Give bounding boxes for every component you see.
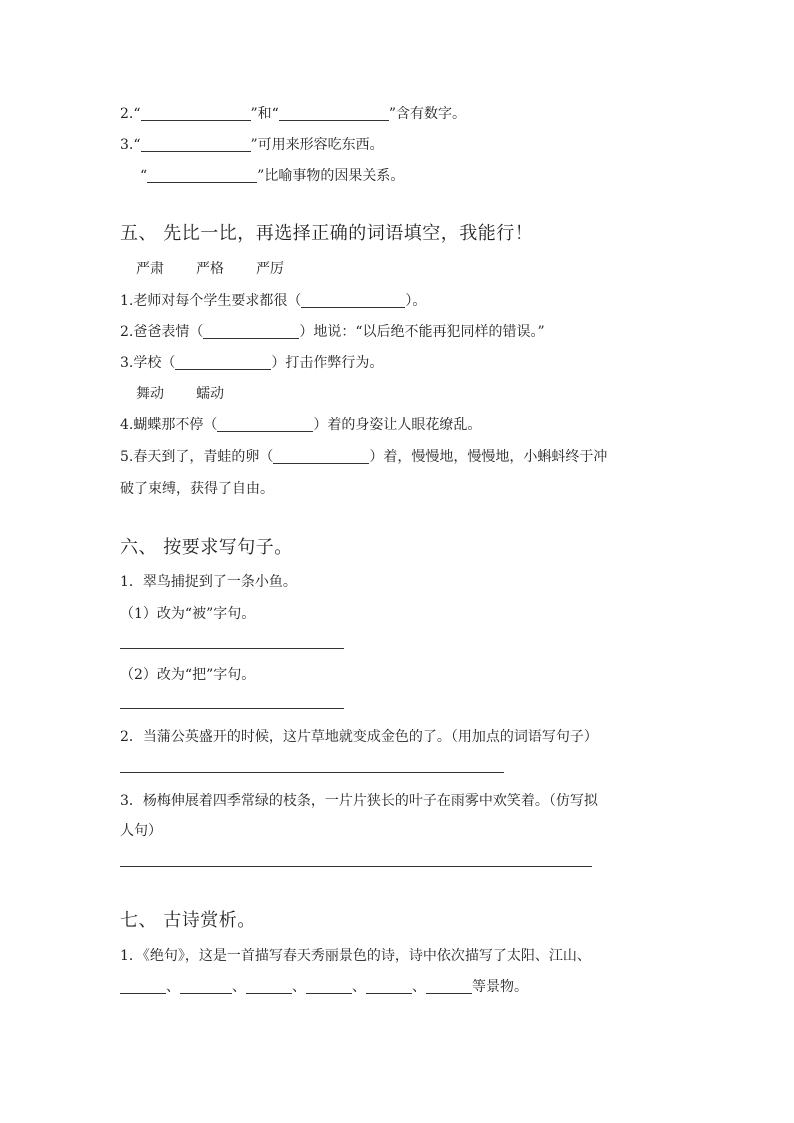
s6-question-1-part-2: （2）改为“把”字句。 [120, 667, 256, 683]
s4-question-3: 3.“ ”可用来形容吃东西。 [120, 137, 384, 153]
blank-field[interactable] [147, 168, 257, 183]
s4-question-2: 2.“ ”和“ ”含有数字。 [120, 106, 467, 122]
s6-question-1-part-1: （1）改为“被”字句。 [120, 606, 256, 622]
section-6-title: 六、 按要求写句子。 [120, 537, 293, 558]
answer-line[interactable] [120, 772, 504, 773]
word-choice-group-2: 舞动 蠕动 [136, 386, 224, 402]
s6-question-3: 3．杨梅伸展着四季常绿的枝条，一片片狭长的叶子在雨雾中欢笑着。（仿写拟 [120, 793, 598, 809]
s5-question-4: 4.蝴蝶那不停（ ）着的身姿让人眼花缭乱。 [120, 417, 482, 433]
answer-line[interactable] [120, 866, 592, 867]
blank-field[interactable] [279, 106, 389, 121]
s5-question-5-continued: 破了束缚，获得了自由。 [120, 481, 274, 497]
s6-question-2: 2．当蒲公英盛开的时候，这片草地就变成金色的了。（用加点的词语写句子） [120, 729, 598, 745]
s5-question-5: 5.春天到了，青蛙的卵（ ）着，慢慢地，慢慢地，小蝌蚪终于冲 [120, 449, 608, 465]
blank-field[interactable] [306, 979, 352, 994]
answer-line[interactable] [120, 648, 344, 649]
blank-field[interactable] [246, 979, 292, 994]
s5-question-3: 3.学校（ ）打击作弊行为。 [120, 355, 384, 371]
blank-field[interactable] [366, 979, 412, 994]
s5-question-2: 2.爸爸表情（ ）地说：“以后绝不能再犯同样的错误。” [120, 324, 545, 340]
s4-question-3-continued: “ ”比喻事物的因果关系。 [140, 168, 405, 184]
blank-field[interactable] [273, 449, 369, 464]
section-5-title: 五、 先比一比，再选择正确的词语填空，我能行！ [120, 223, 534, 244]
answer-line[interactable] [120, 708, 344, 709]
blank-field[interactable] [426, 979, 472, 994]
blank-field[interactable] [301, 293, 405, 308]
blank-field[interactable] [141, 137, 251, 152]
blank-field[interactable] [175, 355, 271, 370]
blank-field[interactable] [203, 324, 299, 339]
blank-field[interactable] [120, 979, 166, 994]
blank-field[interactable] [141, 106, 251, 121]
blank-field[interactable] [217, 417, 313, 432]
s6-question-3-continued: 人句） [120, 823, 162, 839]
s5-question-1: 1.老师对每个学生要求都很（ ）。 [120, 293, 427, 309]
section-7-title: 七、 古诗赏析。 [120, 910, 256, 931]
s7-question-1-blanks: 、 、 、 、 、 等景物。 [120, 976, 528, 996]
blank-field[interactable] [180, 979, 232, 994]
s6-question-1: 1．翠鸟捕捉到了一条小鱼。 [120, 574, 297, 590]
s7-question-1: 1．《绝句》，这是一首描写春天秀丽景色的诗，诗中依次描写了太阳、江山、 [120, 948, 591, 964]
word-choice-group-1: 严肃 严格 严厉 [136, 261, 284, 277]
